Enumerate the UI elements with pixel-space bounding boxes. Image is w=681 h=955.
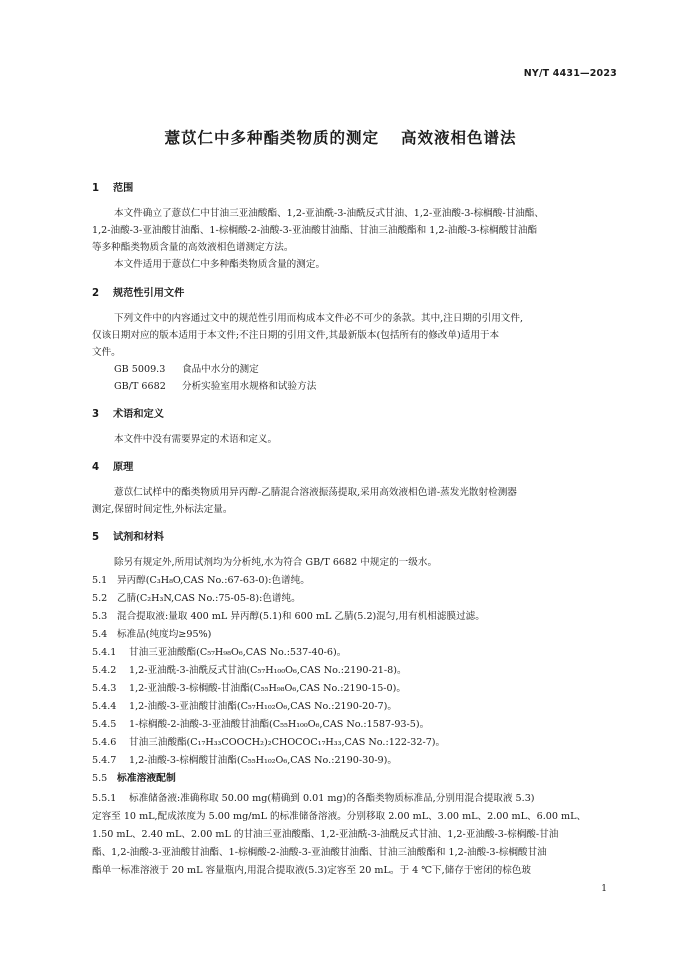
section-3-para: 本文件中没有需要界定的术语和定义。 <box>114 434 278 445</box>
clause-5-1: 5.1 异丙醇(C₃H₈O,CAS No.:67-63-0):色谱纯。 <box>92 575 310 586</box>
section-1-para: 1,2-油酸-3-亚油酸甘油酯、1-棕榈酸-2-油酸-3-亚油酸甘油酯、甘油三油酸酯和 1,2-油酸-3-棕榈酸甘油酯 <box>92 225 538 236</box>
clause-5-4-4: 5.4.4 1,2-油酸-3-亚油酸甘油酯(C₅₇H₁₀₂O₆,CAS No.:2190-20-7)。 <box>92 701 397 712</box>
section-2-heading: 2 规范性引用文件 <box>92 288 185 299</box>
section-2-para: 下列文件中的内容通过文中的规范性引用而构成本文件必不可少的条款。其中,注日期的引用文件, <box>114 313 524 324</box>
section-5-heading: 5 试剂和材料 <box>92 532 164 543</box>
clause-5-5-1-text: 定容至 10 mL,配成浓度为 5.00 mg/mL 的标准储备溶液。分别移取 2.00 mL、3.00 mL、2.00 mL、6.00 mL、 <box>92 811 587 822</box>
section-4-para: 薏苡仁试样中的酯类物质用异丙醇-乙腈混合溶液振荡提取,采用高效液相色谱-蒸发光散射检测器 <box>114 487 517 498</box>
clause-5-5: 5.5 标准溶液配制 <box>92 773 176 784</box>
section-3-heading: 3 术语和定义 <box>92 409 164 420</box>
section-4-heading: 4 原理 <box>92 462 134 473</box>
section-1-para: 等多种酯类物质含量的高效液相色谱测定方法。 <box>92 242 294 253</box>
clause-5-5-1-text: 酯、1,2-油酸-3-亚油酸甘油酯、1-棕榈酸-2-油酸-3-亚油酸甘油酯、甘油三油酸酯和 1,2-油酸-3-棕榈酸甘油 <box>92 847 547 858</box>
clause-5-4-7: 5.4.7 1,2-油酸-3-棕榈酸甘油酯(C₅₅H₁₀₂O₆,CAS No.:2190-30-9)。 <box>92 755 397 766</box>
clause-5-4-2: 5.4.2 1,2-亚油酰-3-油酰反式甘油(C₅₇H₁₀₀O₆,CAS No.:2190-21-8)。 <box>92 665 407 676</box>
section-4-para: 测定,保留时间定性,外标法定量。 <box>92 504 233 515</box>
title-method: 高效液相色谱法 <box>401 129 517 147</box>
section-1-para: 本文件确立了薏苡仁中甘油三亚油酸酯、1,2-亚油酰-3-油酰反式甘油、1,2-亚油酸-3-棕榈酸-甘油酯、 <box>114 208 544 219</box>
clause-5-3: 5.3 混合提取液:量取 400 mL 异丙醇(5.1)和 600 mL 乙腈(5.2)混匀,用有机相滤膜过滤。 <box>92 611 485 622</box>
standard-number: NY/T 4431—2023 <box>523 68 617 79</box>
clause-5-4-5: 5.4.5 1-棕榈酸-2-油酸-3-亚油酸甘油酯(C₅₅H₁₀₀O₆,CAS No.:1587-93-5)。 <box>92 719 430 730</box>
section-1-heading: 1 范围 <box>92 183 134 194</box>
section-1-scope: 本文件适用于薏苡仁中多种酯类物质含量的测定。 <box>114 259 326 270</box>
section-5-intro: 除另有规定外,所用试剂均为分析纯,水为符合 GB/T 6682 中规定的一级水。 <box>114 557 438 568</box>
document-title <box>0 126 681 148</box>
clause-5-4: 5.4 标准品(纯度均≥95%) <box>92 629 212 640</box>
clause-5-4-3: 5.4.3 1,2-亚油酸-3-棕榈酸-甘油酯(C₅₅H₉₈O₆,CAS No.:2190-15-0)。 <box>92 683 406 694</box>
clause-5-4-1: 5.4.1 甘油三亚油酸酯(C₅₇H₉₈O₆,CAS No.:537-40-6)。 <box>92 647 347 658</box>
reference-item: GB 5009.3 食品中水分的测定 <box>114 364 259 375</box>
clause-5-5-1: 5.5.1 标准储备液:准确称取 50.00 mg(精确到 0.01 mg)的各酯类物质标准品,分别用混合提取液 5.3) <box>92 793 535 804</box>
page-number: 1 <box>601 884 607 894</box>
section-2-para: 文件。 <box>92 347 121 358</box>
clause-5-4-6: 5.4.6 甘油三油酸酯(C₁₇H₃₃COOCH₂)₂CHOCOC₁₇H₃₃,CAS No.:122-32-7)。 <box>92 737 446 748</box>
section-2-para: 仅该日期对应的版本适用于本文件;不注日期的引用文件,其最新版本(包括所有的修改单)适用于本 <box>92 330 500 341</box>
reference-item: GB/T 6682 分析实验室用水规格和试验方法 <box>114 381 317 392</box>
clause-5-5-1-text: 1.50 mL、2.40 mL、2.00 mL 的甘油三亚油酸酯、1,2-亚油酰-3-油酰反式甘油、1,2-亚油酸-3-棕榈酸-甘油 <box>92 829 559 840</box>
title-main: 薏苡仁中多种酯类物质的测定 <box>164 129 379 147</box>
clause-5-2: 5.2 乙腈(C₂H₃N,CAS No.:75-05-8):色谱纯。 <box>92 593 301 604</box>
clause-5-5-1-text: 酯单一标准溶液于 20 mL 容量瓶内,用混合提取液(5.3)定容至 20 mL。于 4 ℃下,储存于密闭的棕色玻 <box>92 865 531 876</box>
